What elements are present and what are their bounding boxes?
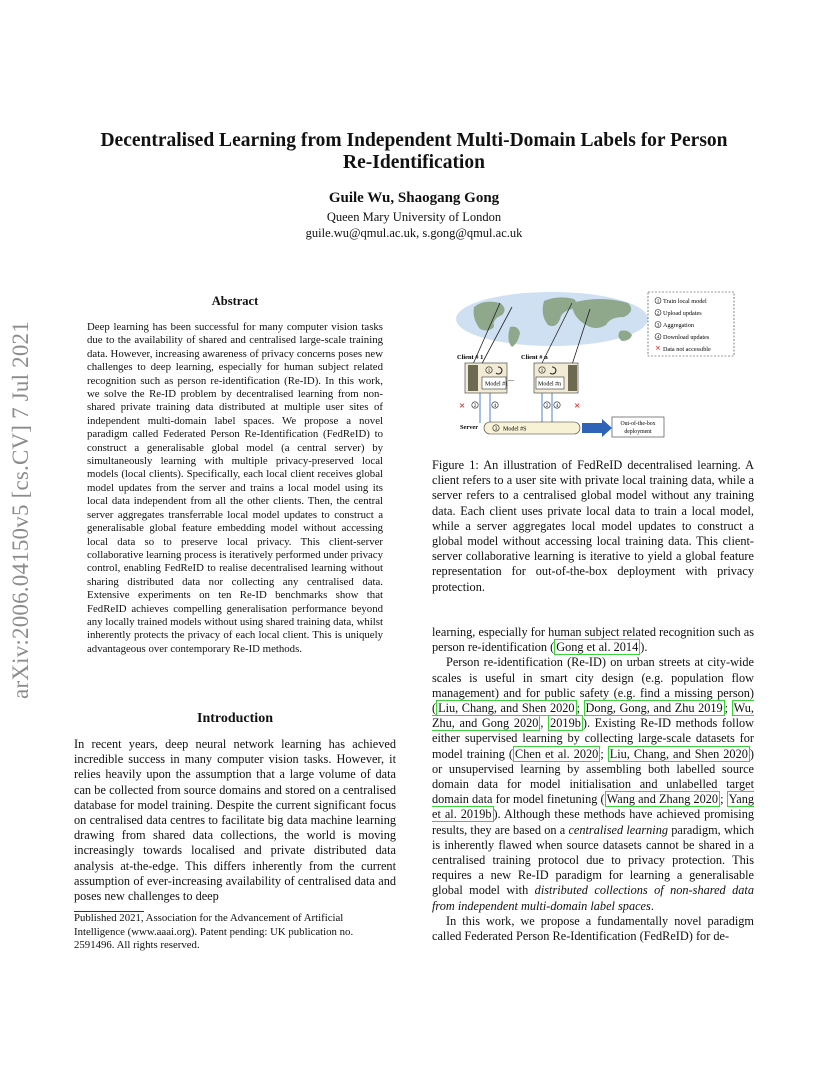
client-n-panel	[534, 363, 578, 393]
legend-num: 2	[656, 311, 660, 317]
figure-1-diagram	[452, 291, 736, 441]
emails: guile.wu@qmul.ac.uk, s.gong@qmul.ac.uk	[305, 226, 523, 240]
right-column-text	[432, 625, 754, 944]
server-model-label: Model #S	[503, 426, 527, 433]
legend-item: Aggregation	[663, 321, 694, 329]
world-map-image	[456, 292, 648, 347]
step-num: 3	[494, 427, 498, 432]
model-1-label: Model #1	[485, 381, 509, 388]
citation-link[interactable]: Gong et al. 2014	[556, 640, 639, 655]
citation-link[interactable]: Liu, Chang, and Shen 2020	[609, 746, 748, 761]
arxiv-id-text: arXiv:2006.04150v5 [cs.CV] 7 Jul 2021	[8, 321, 33, 699]
deploy-arrow-icon	[582, 419, 612, 437]
arxiv-identifier	[6, 300, 36, 720]
figure-1-caption: Figure 1: An illustration of FedReID decentralised learning. A client refers to a user site with private local training data, while a server refers to a centralised global model without any training data. Each client uses private local data to train a local model, while a server aggregates local model updates to construct a global model without accessing local training data. This client-server collaborative learning is iterative to yield a global feature representation for out-of-the-box deployment with privacy protection.	[432, 458, 754, 594]
paragraph: learning, especially for human subject related recognition such as person re-identification ( Gong et al. 2014 ).	[432, 625, 754, 655]
client-1-panel	[465, 363, 508, 393]
citation-link[interactable]: Dong, Gong, and Zhu 2019	[585, 701, 723, 716]
title-line-2: Re-Identification	[343, 152, 485, 173]
affiliation: Queen Mary University of London	[326, 210, 502, 224]
legend-num: 4	[656, 335, 660, 341]
legend-num: 3	[656, 323, 660, 329]
server-label: Server	[460, 424, 479, 431]
legend-num: 1	[656, 299, 660, 305]
citation-link[interactable]: Wang and Zhang 2020	[606, 792, 719, 807]
footnote: Published 2021, Association for the Advancement of Artificial Intelligence (www.aaai.org). Patent pending: UK publication no. 2591496. All rights reserved.	[74, 912, 354, 952]
deploy-label-1: Out-of-the-box	[620, 421, 656, 427]
step-num: 2	[545, 404, 549, 409]
deploy-label-2: deployment	[624, 429, 652, 435]
step-num: 4	[555, 404, 559, 409]
client-1-label: Client # 1	[457, 354, 484, 361]
legend-item: Train local model	[663, 297, 707, 305]
citation-link[interactable]: Wu, Zhu, and Gong 2020	[432, 701, 754, 731]
title-line-1: Decentralised Learning from Independent Multi-Domain Labels for Person	[100, 130, 728, 151]
paper-title	[60, 130, 768, 174]
intro-text: In recent years, deep neural network learning has achieved incredible success in many computer vision tasks. However, it relies heavily upon the assumption that a large volume of data can be collected from source domains and stored on a centralised database for model training. Despite the current significant focus on centralised data centres to facilitate big data machine learning drawing from shared data collections, the world is moving increasingly towards localised and private distributed data analysis at-the-edge. This differs inherently from the current assumption of ever-increasing availability of centralised data and poses new challenges to deep	[74, 737, 396, 904]
authors: Guile Wu, Shaogang Gong	[328, 190, 500, 206]
step-num: 4	[493, 404, 497, 409]
cross-icon: ×	[655, 343, 661, 353]
server-box	[484, 422, 580, 434]
citation-link[interactable]: Liu, Chang, and Shen 2020	[438, 701, 575, 716]
step-num: 1	[487, 369, 491, 374]
abstract-heading: Abstract	[211, 294, 259, 308]
model-n-label: Model #n	[538, 381, 562, 388]
client-n-label: Client # n	[521, 354, 548, 361]
paragraph: In this work, we propose a fundamentally novel paradigm called Federated Person Re-Identification (FedReID) for de-	[432, 913, 754, 944]
cross-icon: ×	[459, 400, 466, 412]
citation-link[interactable]: Chen et al. 2020	[515, 746, 599, 761]
legend-item: Data not accessible	[663, 345, 711, 353]
paragraph: Person re-identification (Re-ID) on urban streets at city-wide scales is useful in smart city design (e.g. population flow management) and for public safety (e.g. find a missing person) ( Liu, Chang, and Shen 2020 ; Dong, Gong, and Zhu 2019 ; Wu, Zhu, and Gong 2020 , 2019b ). Existing Re-ID methods follow either supervised learning by collecting large-scale datasets for model training ( Chen et al. 2020 ; Liu, Chang, and Shen 2020 ) or unsupervised learning by assembling both labelled source domain data for model initialisation and unlabelled target domain data for model finetuning ( Wang and Zhang 2020 ; Yang et al. 2019b ). Although these methods have achieved promising results, they are based on a centralised learning paradigm, which is inherently flawed when source datasets cannot be shared in a centralised training protocol due to privacy protection. This requires a new Re-ID paradigm for learning a generalisable global model with distributed collections of non-shared data from independent multi-domain label spaces.	[432, 655, 755, 913]
step-num: 1	[540, 369, 544, 374]
ellipsis: ...	[508, 374, 514, 383]
abstract-text: Deep learning has been successful for many computer vision tasks due to the availability of shared and centralised large-scale training data. However, increasing awareness of privacy concerns poses new challenges to deep learning, especially for human subject related recognition such as person re-identification (Re-ID). In this work, we solve the Re-ID problem by decentralised learning from non-shared private training data distributed at multiple user sites of independent multi-domain label spaces. We propose a novel paradigm called Federated Person Re-Identification (FedReID) to construct a generalisable global model (a central server) by simultaneously learning with multiple privacy-preserved local models (local clients). Specifically, each local client receives global model updates from the server and trains a local model using its local data independent from all the other clients. Then, the central server aggregates transferrable local model updates to construct a generalisable global feature embedding model without accessing local data so to preserve local privacy. This client-server collaborative learning process is iteratively performed under privacy control, enabling FedReID to realise decentralised learning without sharing distributed data nor collecting any centralised data. Extensive experiments on ten Re-ID benchmarks show that FedReID achieves compelling generalisation performance beyond any locally trained models without using shared training data, whilst inherently protects the privacy of each local client. This is uniquely advantageous over contemporary Re-ID methods.	[87, 321, 383, 655]
citation-link[interactable]: 2019b	[550, 716, 581, 731]
step-num: 2	[473, 404, 477, 409]
citation-link[interactable]: Yang et al. 2019b	[432, 792, 754, 822]
legend-item: Download updates	[663, 333, 710, 341]
cross-icon: ×	[574, 400, 581, 412]
legend-item: Upload updates	[663, 309, 702, 317]
intro-heading: Introduction	[197, 711, 273, 726]
update-arrows	[459, 393, 580, 423]
